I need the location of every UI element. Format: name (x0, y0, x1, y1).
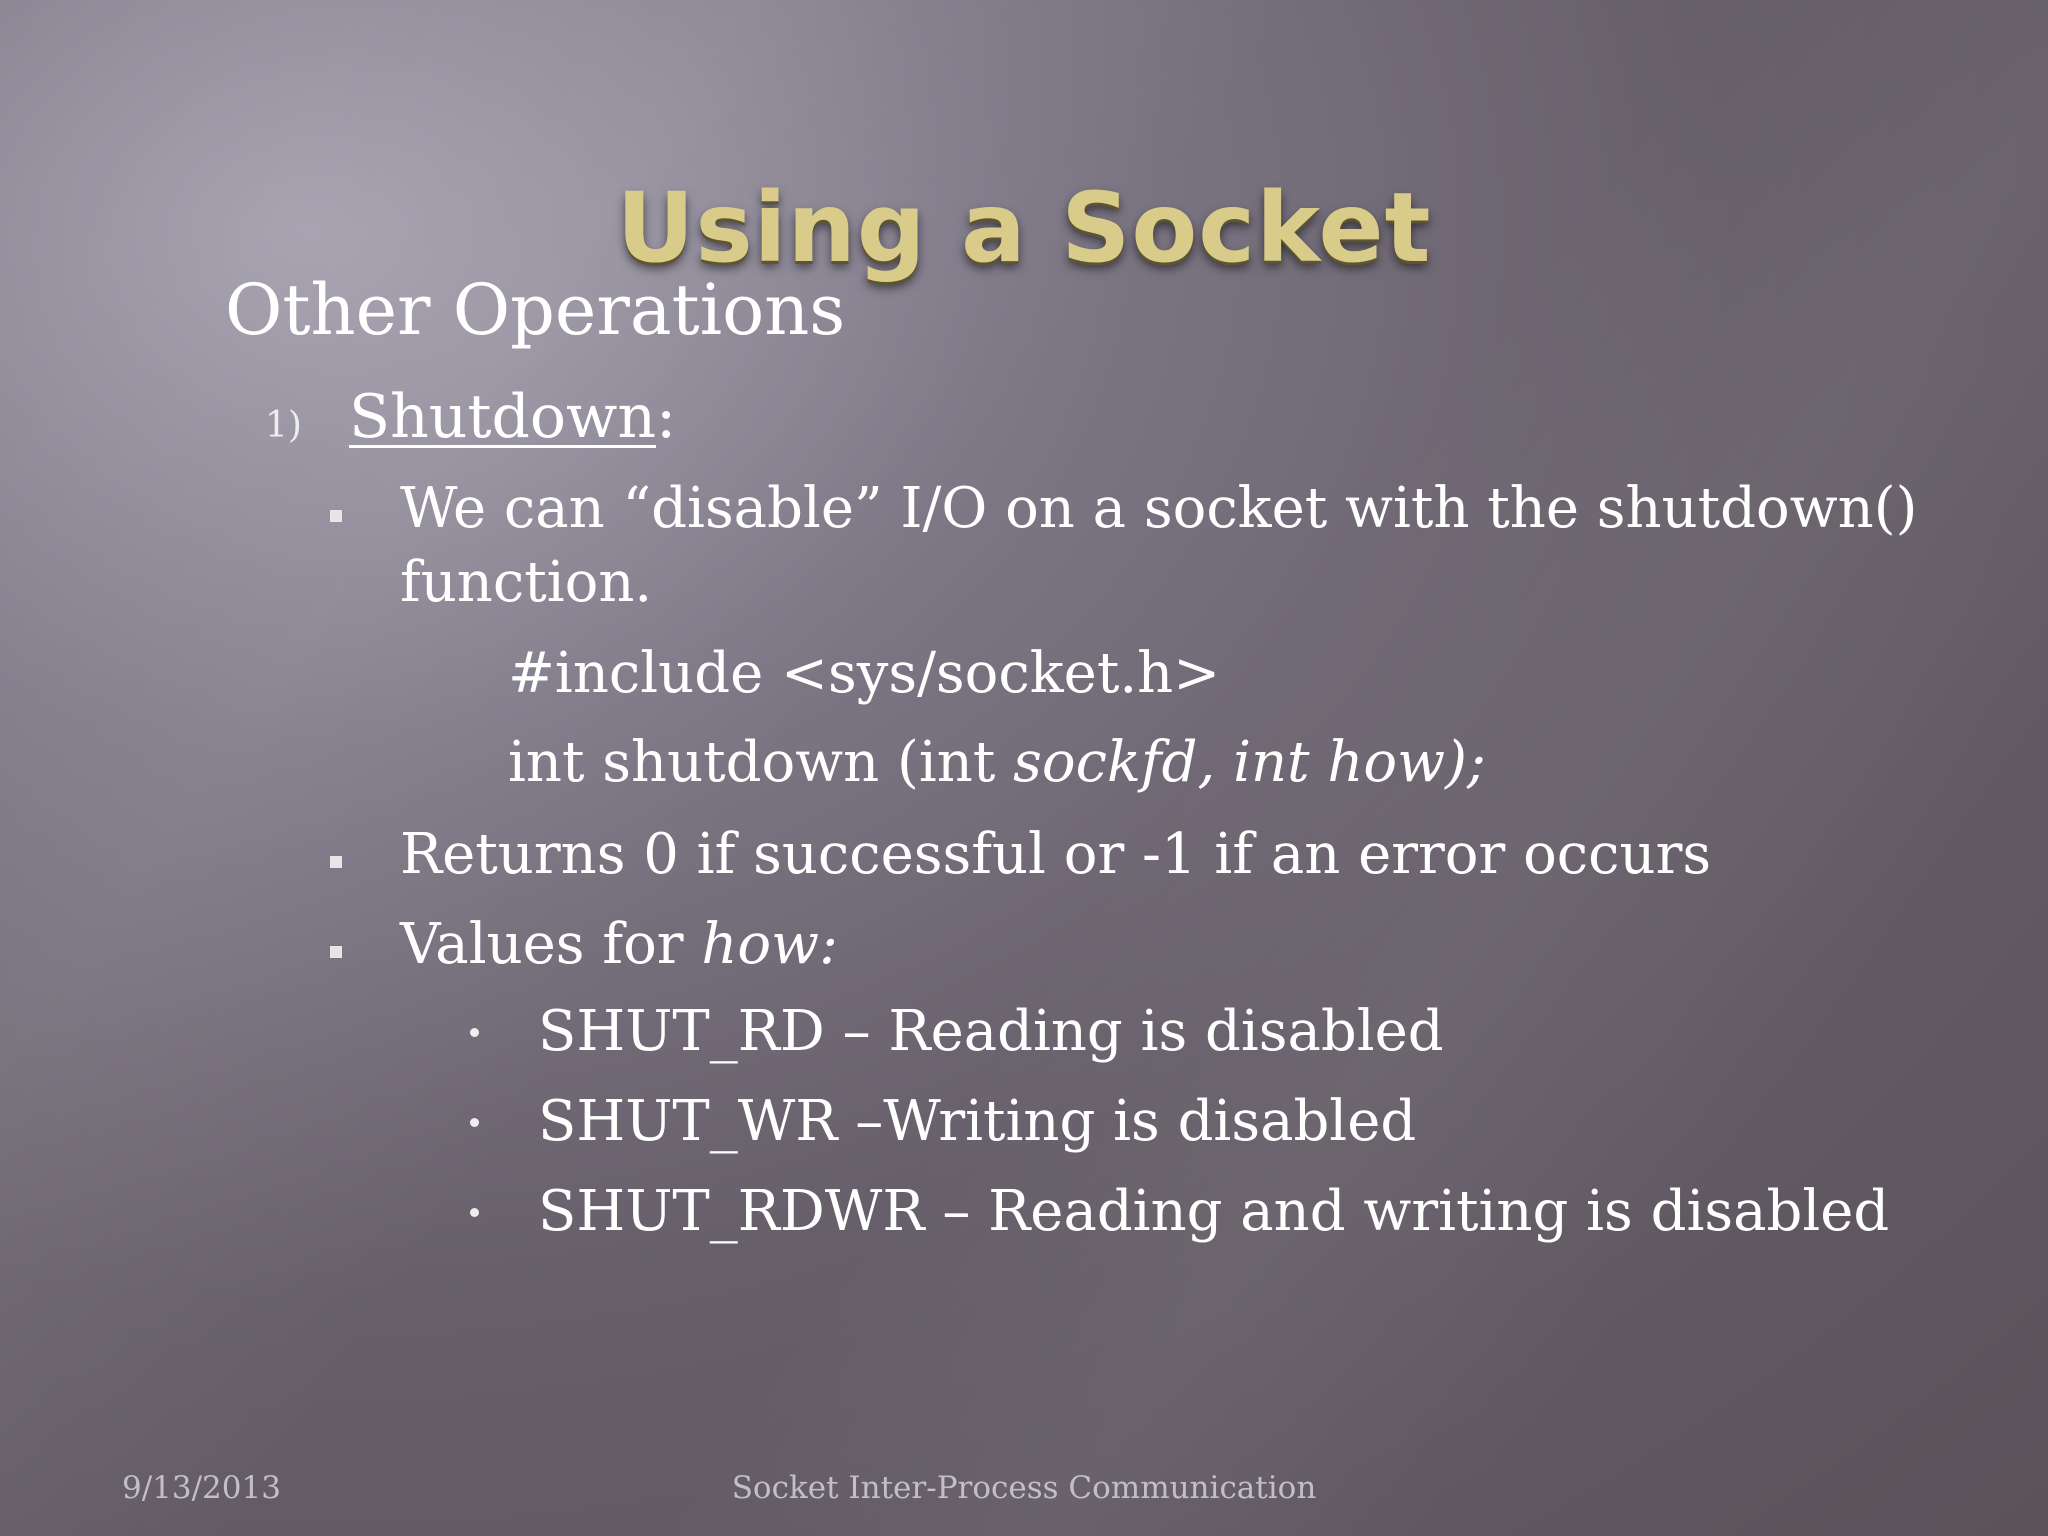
bullet-text (400, 908, 1990, 982)
how-value-text: SHUT_RD – Reading is disabled (538, 999, 1444, 1064)
signature-prefix: int shutdown (int (508, 730, 1014, 795)
bullet-disable-io (330, 472, 1990, 620)
dot-bullet-icon (470, 1028, 479, 1037)
how-italic: how: (701, 912, 838, 977)
bullet-return-value (330, 818, 1990, 892)
slide-title: Using a Socket (616, 172, 1432, 285)
footer-date: 9/13/2013 (122, 1470, 281, 1506)
shutdown-heading: Shutdown (349, 382, 657, 452)
signature-params: sockfd, int how); (1013, 730, 1486, 795)
numbered-item-shutdown (265, 382, 676, 452)
dot-bullet-icon (470, 1118, 479, 1127)
how-value-text: SHUT_WR –Writing is disabled (538, 1089, 1417, 1154)
include-code-line: #include <sys/socket.h> (508, 641, 1221, 706)
bullet-how-values (330, 908, 1990, 982)
bullet-text: Returns 0 if successful or -1 if an error occurs (400, 822, 1712, 887)
how-value-text: SHUT_RDWR – Reading and writing is disabled (538, 1179, 1890, 1244)
square-bullet-icon (330, 510, 342, 522)
item-number: 1) (265, 405, 302, 446)
square-bullet-icon (330, 946, 342, 958)
how-value-item (470, 1088, 1416, 1155)
shutdown-signature-line (508, 729, 1486, 796)
shutdown-colon: : (656, 382, 677, 452)
how-prefix: Values for (400, 912, 702, 977)
how-value-item (470, 998, 1444, 1065)
how-value-item (470, 1178, 1889, 1245)
dot-bullet-icon (470, 1208, 479, 1217)
square-bullet-icon (330, 856, 342, 868)
section-heading: Other Operations (225, 269, 846, 351)
footer-title: Socket Inter-Process Communication (731, 1470, 1317, 1506)
bullet-text: We can “disable” I/O on a socket with the shutdown() function. (400, 476, 1918, 615)
